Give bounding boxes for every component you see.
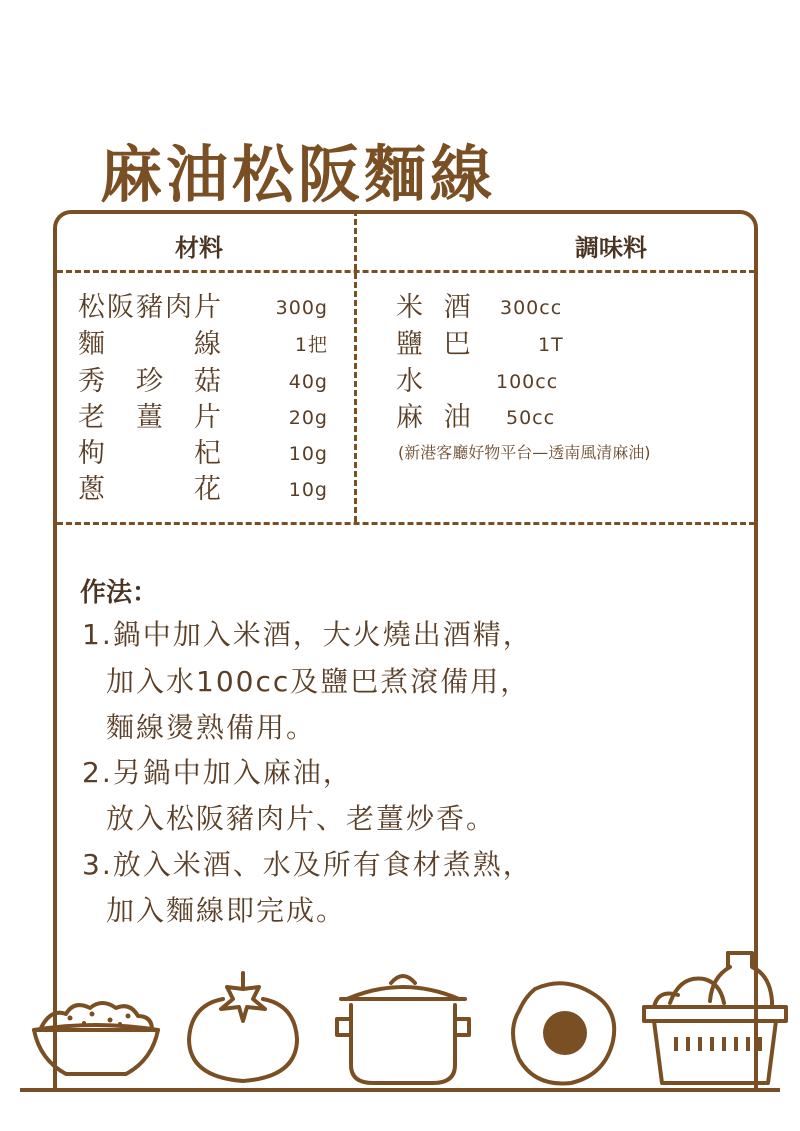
cooking-pot-icon [333,965,473,1090]
ingredient-qty: 40g [288,371,328,393]
seasoning-name: 水 [396,366,423,397]
ingredient-row [78,328,328,362]
seasoning-name: 米 酒 [396,292,477,323]
ingredient-qty: 10g [288,479,328,501]
rice-bowl-icon [30,990,162,1090]
ingredient-row [78,401,328,435]
ingredient-row [78,437,328,471]
method-line: 3.放入米酒、水及所有食材煮熟， [82,848,533,881]
method-line: 2.另鍋中加入麻油， [82,756,353,789]
seasoning-name: 麻 油 [396,402,477,433]
ingredients-header: 材料 [175,234,223,262]
grocery-basket-icon [640,945,790,1090]
seasoning-note: (新港客廳好物平台—透南風清麻油) [398,443,651,462]
seasoning-row [396,328,596,362]
method-line: 加入麵線即完成。 [106,894,347,927]
ingredient-qty: 300g [275,297,328,319]
seasoning-name: 鹽 巴 [396,329,477,360]
method-line: 麵線燙熟備用。 [106,711,317,744]
ingredient-name: 枸 杞 [78,438,223,469]
seasoning-qty: 1T [538,334,564,356]
fried-egg-icon [505,975,620,1090]
ingredient-name: 蔥 花 [78,474,223,505]
header-divider [57,270,755,273]
seasoning-row [396,291,596,325]
ingredient-name: 秀 珍 菇 [78,366,223,397]
section-divider [57,522,755,525]
seasoning-qty: 300cc [500,297,563,319]
seasoning-qty: 50cc [506,407,556,429]
column-divider [354,210,357,522]
seasoning-row [396,365,596,399]
method-title: 作法： [80,578,159,608]
ingredient-name: 松阪豬肉片 [78,292,223,323]
ingredient-qty: 20g [288,407,328,429]
ingredient-row [78,291,328,325]
ingredient-qty: 1把 [294,334,328,356]
page-title: 麻油松阪麵線 [100,138,497,211]
seasoning-header: 調味料 [575,234,647,262]
method-line: 加入水100cc及鹽巴煮滾備用， [106,665,531,698]
tomato-icon [183,965,303,1090]
ingredient-name: 老 薑 片 [78,402,223,433]
ingredient-qty: 10g [288,443,328,465]
method-line: 放入松阪豬肉片、老薑炒香。 [106,802,497,835]
ingredient-row [78,473,328,507]
seasoning-row [396,401,596,435]
seasoning-qty: 100cc [496,371,559,393]
ingredient-name: 麵 線 [78,329,223,360]
method-line: 1.鍋中加入米酒，大火燒出酒精， [82,618,533,651]
ground-line [20,1088,780,1092]
ingredient-row [78,365,328,399]
